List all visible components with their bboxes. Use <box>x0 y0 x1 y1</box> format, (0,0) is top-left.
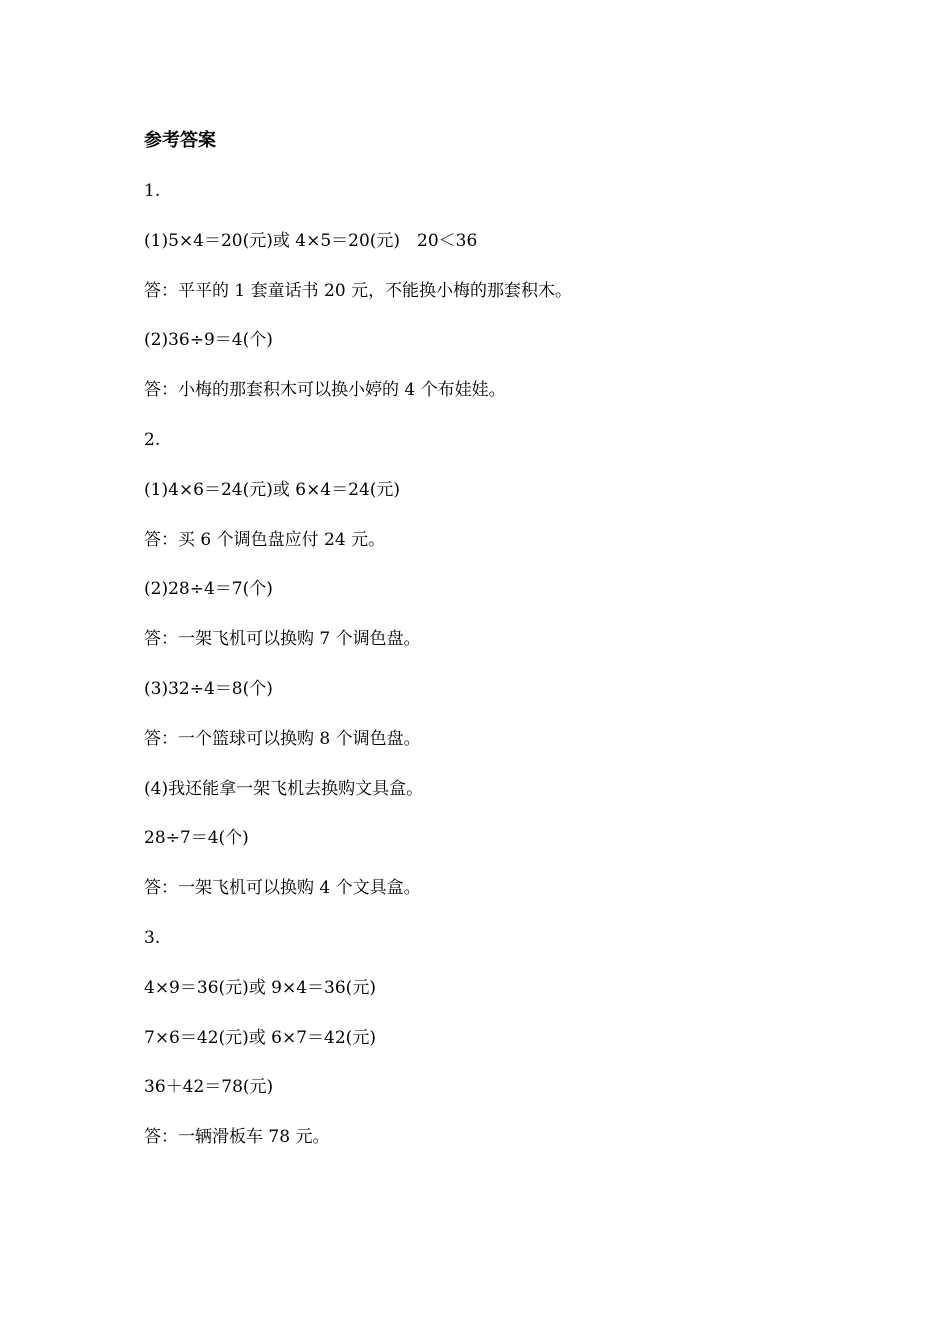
page-title: 参考答案 <box>144 130 216 151</box>
answer-line: (1)5×4＝20(元)或 4×5＝20(元) 20＜36 <box>144 230 478 251</box>
answer-line: (2)36÷9＝4(个) <box>144 330 273 351</box>
section-number-1: 1. <box>144 181 161 201</box>
answer-line: 7×6＝42(元)或 6×7＝42(元) <box>144 1027 376 1048</box>
section-number-2: 2. <box>144 429 161 450</box>
answer-line: 4×9＝36(元)或 9×4＝36(元) <box>144 977 376 998</box>
answer-line: 28÷7＝4(个) <box>144 828 249 849</box>
section-number-3: 3. <box>144 927 161 948</box>
answer-line: 答：一个篮球可以换购 8 个调色盘。 <box>144 728 421 749</box>
answer-line: (1)4×6＝24(元)或 6×4＝24(元) <box>144 479 401 500</box>
answer-line: (4)我还能拿一架飞机去换购文具盒。 <box>144 778 424 799</box>
answer-line: (2)28÷4＝7(个) <box>144 579 273 600</box>
answer-line: 答：一架飞机可以换购 4 个文具盒。 <box>144 878 421 899</box>
answer-line: 答：一辆滑板车 78 元。 <box>144 1127 330 1148</box>
answer-line: (3)32÷4＝8(个) <box>144 678 273 699</box>
answer-line: 答：平平的 1 套童话书 20 元，不能换小梅的那套积木。 <box>144 280 573 301</box>
answer-lines <box>144 178 864 1174</box>
answer-line: 答：一架飞机可以换购 7 个调色盘。 <box>144 629 421 650</box>
answer-line: 答：小梅的那套积木可以换小婷的 4 个布娃娃。 <box>144 380 506 401</box>
answer-line: 36＋42＝78(元) <box>144 1077 274 1098</box>
answer-line: 答：买 6 个调色盘应付 24 元。 <box>144 529 386 550</box>
